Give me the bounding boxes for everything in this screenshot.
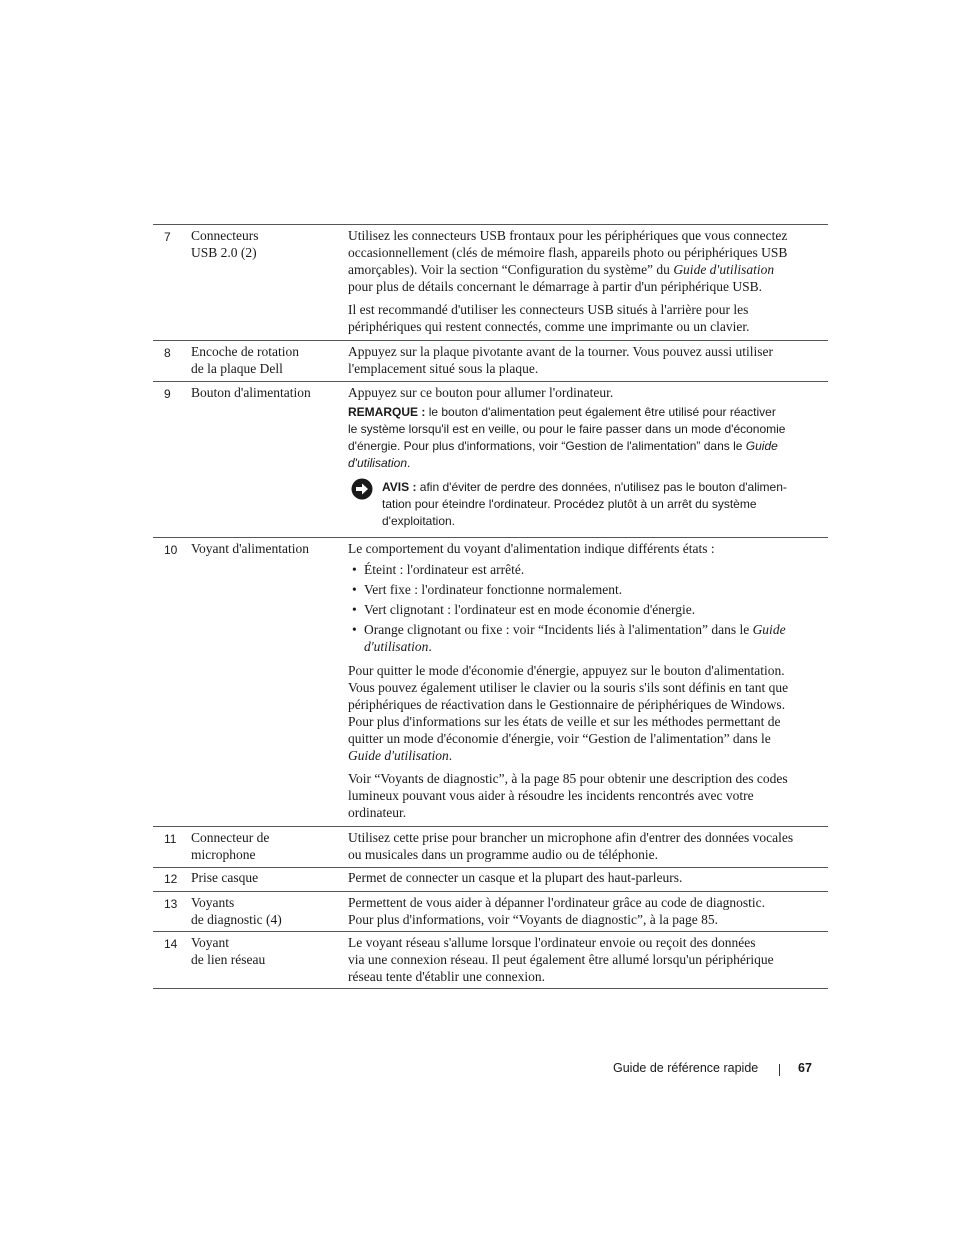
note-label: REMARQUE : [348, 405, 426, 419]
table-row [153, 382, 828, 538]
row-name [191, 829, 341, 863]
bullet-list [348, 561, 826, 655]
desc-line: via une connexion réseau. Il peut également être allumé lorsqu'un périphérique [348, 952, 774, 967]
desc-line: lumineux pouvant vous aider à résoudre les incidents rencontrés avec votre [348, 788, 754, 803]
row-description [348, 227, 826, 335]
row-number: 14 [164, 937, 178, 951]
row-name [191, 869, 341, 886]
row-name [191, 227, 341, 261]
desc-line: périphériques de réactivation dans le Gestionnaire de périphériques de Windows. [348, 697, 786, 712]
desc-line: Pour quitter le mode d'économie d'énergie, appuyez sur le bouton d'alimentation. [348, 663, 785, 678]
row-number: 10 [164, 543, 178, 557]
table-row [153, 892, 828, 932]
name-line: de diagnostic (4) [191, 912, 282, 927]
name-line: Connecteurs [191, 228, 259, 243]
desc-line: Il est recommandé d'utiliser les connecteurs USB situés à l'arrière pour les [348, 302, 749, 317]
name-line: Voyant [191, 935, 230, 950]
name-line: Connecteur de [191, 830, 270, 845]
row-description [348, 384, 826, 530]
name-line: USB 2.0 (2) [191, 245, 257, 260]
row-number: 13 [164, 897, 178, 911]
footer-title: Guide de référence rapide [613, 1061, 759, 1075]
list-item: • Orange clignotant ou fixe : voir “Incidents liés à l'alimentation” dans le Guide d'utilisation. [352, 622, 786, 654]
name-line: de lien réseau [191, 952, 266, 967]
list-item: • Vert clignotant : l'ordinateur est en mode économie d'énergie. [352, 602, 696, 617]
desc-line: Vous pouvez également utiliser le clavier ou la souris s'ils sont définis en tant que [348, 680, 789, 695]
desc-line: pour plus de détails concernant le démarrage à partir d'un périphérique USB. [348, 279, 763, 294]
table-row [153, 538, 828, 827]
row-number: 7 [164, 230, 171, 244]
desc-line: Permettent de vous aider à dépanner l'ordinateur grâce au code de diagnostic. [348, 895, 766, 910]
spec-table [153, 224, 828, 989]
row-number: 11 [164, 832, 177, 846]
desc-line: Voir “Voyants de diagnostic”, à la page 85 pour obtenir une description des codes [348, 771, 788, 786]
desc-line: occasionnellement (clés de mémoire flash, appareils photo ou périphériques USB [348, 245, 788, 260]
desc-line: Utilisez les connecteurs USB frontaux pour les périphériques que vous connectez [348, 228, 788, 243]
table-row [153, 932, 828, 989]
notice-arrow-icon [351, 478, 373, 500]
page-number: 67 [798, 1061, 812, 1075]
desc-line: quitter un mode d'économie d'énergie, voir “Gestion de l'alimentation” dans le [348, 731, 771, 746]
name-line: Encoche de rotation [191, 344, 299, 359]
row-description [348, 829, 826, 863]
avis-notice: AVIS : afin d'éviter de perdre des données, n'utilisez pas le bouton d'alimen- tation pour éteindre l'ordinateur. Procédez plutôt à un arrêt du système d'exploitation. [348, 479, 826, 530]
row-number: 9 [164, 387, 171, 401]
row-number: 12 [164, 872, 178, 886]
row-name [191, 384, 341, 401]
row-description [348, 869, 826, 886]
name-line: microphone [191, 847, 256, 862]
table-row [153, 225, 828, 341]
row-description [348, 934, 826, 985]
row-name [191, 343, 341, 377]
list-item: • Éteint : l'ordinateur est arrêté. [352, 562, 525, 577]
note: REMARQUE : le bouton d'alimentation peut également être utilisé pour réactiver le système lorsqu'il est en veille, ou pour le faire passer dans un mode d'économie d'énergie. Pour plus d'informations, voir “Gestion de l'alimentation” dans le Guide d'utilisation. [348, 405, 786, 470]
table-row [153, 868, 828, 892]
desc-line: Utilisez cette prise pour brancher un microphone afin d'entrer des données vocales [348, 830, 794, 845]
desc-line: Guide d'utilisation. [348, 748, 453, 763]
row-name [191, 934, 341, 968]
row-description [348, 343, 826, 377]
desc-line: Le comportement du voyant d'alimentation indique différents états : [348, 541, 715, 556]
desc-line: périphériques qui restent connectés, comme une imprimante ou un clavier. [348, 319, 750, 334]
row-number: 8 [164, 346, 171, 360]
desc-line: Appuyez sur la plaque pivotante avant de la tourner. Vous pouvez aussi utiliser [348, 344, 774, 359]
name-line: de la plaque Dell [191, 361, 283, 376]
desc-line: Appuyez sur ce bouton pour allumer l'ordinateur. [348, 385, 614, 400]
desc-line: Pour plus d'informations sur les états de veille et sur les méthodes permettant de [348, 714, 781, 729]
row-description [348, 894, 826, 928]
desc-line: Permet de connecter un casque et la plupart des haut-parleurs. [348, 870, 683, 885]
row-name [191, 540, 341, 557]
name-line: Voyant d'alimentation [191, 541, 310, 556]
name-line: Voyants [191, 895, 235, 910]
desc-line: Pour plus d'informations, voir “Voyants de diagnostic”, à la page 85. [348, 912, 718, 927]
desc-line: ou musicales dans un programme audio ou de téléphonie. [348, 847, 659, 862]
table-row [153, 827, 828, 868]
desc-line: Le voyant réseau s'allume lorsque l'ordinateur envoie ou reçoit des données [348, 935, 756, 950]
name-line: Prise casque [191, 870, 259, 885]
desc-line: amorçables). Voir la section “Configuration du système” du Guide d'utilisation [348, 262, 775, 277]
list-item: • Vert fixe : l'ordinateur fonctionne normalement. [352, 582, 623, 597]
footer-divider [779, 1064, 780, 1076]
desc-line: ordinateur. [348, 805, 407, 820]
row-description [348, 540, 826, 821]
table-row [153, 341, 828, 382]
avis-label: AVIS : [382, 480, 417, 494]
desc-line: réseau tente d'établir une connexion. [348, 969, 545, 984]
desc-line: l'emplacement situé sous la plaque. [348, 361, 539, 376]
name-line: Bouton d'alimentation [191, 385, 311, 400]
row-name [191, 894, 341, 928]
